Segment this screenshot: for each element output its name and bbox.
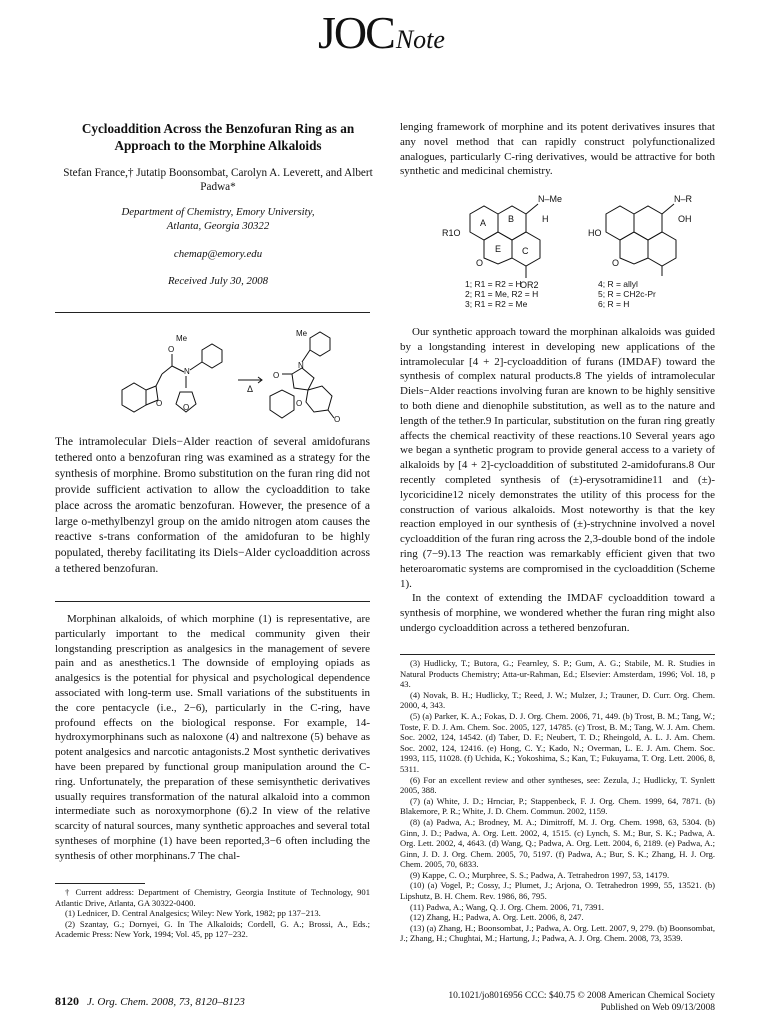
scheme-me-2: Me [296, 330, 308, 338]
ring-c-2 [648, 232, 676, 266]
o-bridge-label-2: O [612, 258, 620, 268]
n-me-label: N–Me [538, 194, 563, 204]
footnote-7: (7) (a) White, J. D.; Hrnciar, P.; Stappenbeck, F. J. Org. Chem. 1999, 64, 7871. (b) Blakemore, P. R.; White, J. D. Chem. Commun. 2002, 1159. [400, 795, 715, 817]
published-line: Published on Web 09/13/2008 [600, 1003, 715, 1013]
ring-e-label: E [495, 244, 502, 254]
benzene-ring [122, 383, 146, 412]
right-top-paragraph: lenging framework of morphine and its potent derivatives insures that any novel method that can rapidly construct polyfunctionalized analogues, particularly C-ring derivatives, would be attractive for both synthetic and medicinal chemistry. [400, 121, 715, 178]
n-r-label: N–R [674, 194, 693, 204]
or2-label: OR2 [520, 280, 539, 290]
product-benzene-ring [270, 390, 294, 418]
page-number: 8120 [55, 994, 79, 1008]
page-footer-left [55, 994, 245, 1009]
abstract-text: The intramolecular Diels−Alder reaction of several amidofurans tethered onto a benzofuran ring was examined as a strategy for the synthesis of morphine. Bromo substitution on the furan ring did not provide sufficient activation to allow the cycloaddition to take place across the aromatic benzofuran. However, the presence of a large o-methylbenzyl group on the amido nitrogen atom causes the reactive s-trans conformation of the amidofuran to be highly populated, thereby facilitating its Diels−Alder cycloaddition across a tethered benzofuran. [55, 435, 370, 576]
amide-bond [172, 366, 184, 372]
scheme-me-1: Me [176, 334, 188, 343]
scheme-o-3: O [183, 403, 190, 412]
right-body-text [400, 325, 715, 636]
affiliation-line-1: Department of Chemistry, Emory University, [121, 206, 315, 218]
abstract-scheme [110, 330, 360, 422]
left-body-paragraph: Morphinan alkaloids, of which morphine (1) is representative, are particularly important to the medical community given their longstanding prescription as analgesics in the management of severe pain and as anesthetics.1 The downside of employing opiads as analgesics is the potential for physical and psychological dependence associated with long-term use. Small variations of the substituents in the core pentacycle (i.e., 2−6), particularly in the C-ring, have profound effects on the biological response. For example, 14-hydroxymorphinans such as naloxone (4) and naltrexone (5) behave as potent analgesics and narcotic antagonists.2 Most synthetic derivatives have been prepared by functional group manipulation around the C-ring. Unfortunately, the preparation of these semisynthetic derivatives usually requires transformation of the natural alkaloid into a common intermediate such as noroxymorphone (6).2 In view of the relative scarcity of natural sources, many synthetic approaches and several total syntheses of morphine (1) have been reported,3−6 often including the synthesis of other morphinans.7 The chal- [55, 613, 370, 862]
journal-citation: J. Org. Chem. 2008, 73, 8120–8123 [87, 996, 245, 1008]
scheme-o-2: O [156, 399, 163, 408]
right-body-paragraph-2: In the context of extending the IMDAF cycloaddition toward a synthesis of morphine, we wondered whether the furan ring might also undergo cycloaddition across a tethered benzofuran. [400, 592, 715, 634]
footnote-4: (4) Novak, B. H.; Hudlicky, T.; Reed, J. W.; Mulzer, J.; Trauner, D. Curr. Org. Chem. 2000, 4, 343. [400, 689, 715, 711]
cyclohexene-ring [306, 386, 332, 412]
abstract-top-rule [55, 312, 370, 313]
footnote-9: (9) Kappe, C. O.; Murphree, S. S.; Padwa, A. Tetrahedron 1997, 53, 14179. [410, 869, 670, 880]
n-bond [526, 204, 538, 214]
right-footnote-rule [400, 654, 715, 655]
legend-2: 2; R1 = Me, R2 = H [465, 289, 539, 299]
o-bridge-label: O [476, 258, 484, 268]
r1o-label: R1O [442, 228, 461, 238]
journal-section-note: Note [395, 25, 445, 54]
article-affiliation [55, 205, 381, 233]
tolyl-ring [202, 344, 222, 368]
ho-label: HO [588, 228, 602, 238]
footnote-5: (5) (a) Parker, K. A.; Fokas, D. J. Org. Chem. 2006, 71, 449. (b) Trost, B. M.; Tang, W.; Toste, F. D. J. Am. Chem. Soc. 2005, 127, 14785. (c) Trost, B. M.; Tang, W. J. Am. Chem. Soc. 2002, 124, 14542. (d) Taber, D. F.; Neubert, T. D.; Rheingold, A. L. J. Am. Chem. Soc. 2002, 124, 12416. (e) Hong, C. Y.; Kado, N.; Overman, L. E. J. Am. Chem. Soc. 1993, 115, 11028. (f) Uchida, K.; Yokoshima, S.; Kan, T.; Fukuyama, T. Org. Lett. 2006, 8, 5311. [400, 710, 715, 774]
right-body-paragraph-1: Our synthetic approach toward the morphinan alkaloids was guided by a longstanding interest in developing new applications of the intramolecular [4 + 2]-cycloaddition of furans (IMDAF) toward the synthesis of complex natural products.8 The yields of intramolecular Diels−Alder reactions involving furan are known to be highly sensitive to both diene and dienophile substitution, as well as to the nature and length of the tether.9 In particular, substitution on the furan ring greatly affects the chemical reactivity of these reactions.10 Several years ago we began a synthetic program to provide general access to a variety of alkaloids by [4 + 2]-cycloaddition of substituted 2-amidofurans.8 Our recently completed synthesis of (±)-erysotramidine11 and (±)-lycoricidine12 nicely demonstrates the utility of this process for the construction of various alkaloids. Most noteworthy is that the key reaction employed in our synthesis of (±)-strychnine involved a novel cycloaddition of the furan ring across the 2,3-double bond of the indole ring (7−9).13 The reaction was remarkably efficient given that two heteroaromatic systems are compromised in the cycloaddition (Scheme 1). [400, 326, 715, 590]
article-authors: Stefan France,† Jutatip Boonsombat, Carolyn A. Leverett, and Albert Padwa* [63, 167, 373, 193]
lactam-ring [292, 368, 314, 390]
legend-4: 4; R = allyl [598, 279, 638, 289]
legend-6: 6; R = H [598, 299, 630, 309]
doi-line: 10.1021/jo8016956 CCC: $40.75 © 2008 American Chemical Society [448, 991, 715, 1001]
article-title: Cycloaddition Across the Benzofuran Ring as an Approach to the Morphine Alkaloids [81, 121, 355, 153]
footnote-6: (6) For an excellent review and other syntheses, see: Zezula, J.; Hudlicky, T. Synlett 2005, 388. [400, 774, 715, 796]
scheme-arrow-label: Δ [247, 384, 254, 394]
carbonyl-bond [162, 366, 172, 374]
benzyl-bond [190, 362, 202, 370]
ring-e-2 [620, 232, 648, 264]
footnote-12: (12) Zhang, H.; Padwa, A. Org. Lett. 2006, 8, 247. [410, 912, 584, 923]
structure-legend-left [465, 279, 538, 309]
left-footnote-rule [55, 883, 145, 884]
right-footnotes [400, 658, 715, 944]
footnote-3: (3) Hudlicky, T.; Butora, G.; Fearnley, S. P.; Gum, A. G.; Stabile, M. R. Studies in Natural Products Chemistry; Atta-ur-Rahman, Ed.; Elsevier: Amsterdam, 1996; Vol. 18, p 43. [400, 658, 715, 690]
affiliation-line-2: Atlanta, Georgia 30322 [166, 220, 270, 232]
scheme-o-5: O [296, 399, 303, 408]
left-body-text [55, 612, 370, 864]
legend-5: 5; R = CH2c-Pr [598, 289, 656, 299]
oh-label: OH [678, 214, 692, 224]
footnote-affiliation: † Current address: Department of Chemistry, Georgia Institute of Technology, 901 Atlantic Drive, Atlanta, GA 30322-0400. [55, 887, 370, 908]
right-top-text [400, 120, 715, 179]
ring-a-label: A [480, 218, 487, 228]
ring-c-label: C [522, 246, 529, 256]
footnote-2: (2) Szantay, G.; Dornyei, G. In The Alkaloids; Cordell, G. A.; Brossi, A., Eds.; Academic Press: New York, 1994; Vol. 45, pp 127−232. [55, 918, 370, 940]
footnote-11: (11) Padwa, A.; Wang, Q. J. Org. Chem. 2006, 71, 7391. [410, 901, 604, 912]
received-date: Received July 30, 2008 [167, 275, 269, 287]
n-bond-2 [662, 204, 674, 214]
left-footnotes [55, 887, 370, 940]
scheme-o-4: O [273, 371, 280, 380]
footnote-10: (10) (a) Vogel, P.; Cossy, J.; Plumet, J.; Arjona, O. Tetrahedron 1999, 55, 13521. (b) Lipshutz, B. H. Chem. Rev. 1986, 86, 795. [400, 880, 715, 902]
structure-legend-right [598, 279, 656, 309]
scheme-o-6: O [334, 415, 341, 422]
footnote-13: (13) (a) Zhang, H.; Boonsombat, J.; Padwa, A. Org. Lett. 2007, 9, 279. (b) Boonsombat, J.; Zhang, H.; Chughtai, M.; Hartung, J.; Padwa, A. J. Org. Chem. 2008, 73, 3539. [400, 922, 715, 944]
author-email: chemap@emory.edu [173, 248, 263, 260]
scheme-n-1: N [184, 367, 190, 376]
legend-3: 3; R1 = R2 = Me [465, 299, 528, 309]
legend-1: 1; R1 = R2 = H [465, 279, 522, 289]
ring-b-label: B [508, 214, 515, 224]
footnote-8: (8) (a) Padwa, A.; Brodney, M. A.; Dimitroff, M. J. Org. Chem. 1998, 63, 5304. (b) Ginn, J. D.; Padwa, A. Org. Lett. 2002, 4, 1515. (c) Lynch, S. M.; Bur, S. K.; Padwa, A. Org. Lett. 2002, 4, 4643. (d) Wang, Q.; Padwa, A. Org. Lett. 2004, 6, 2189. (e) Padwa, A.; Ginn, J. D. J. Org. Chem. 2005, 70, 5197. (f) Padwa, A.; Bur, S. K.; Zhang, H. J. Org. Chem. 2005, 70, 6833. [400, 816, 715, 870]
tether-bond [156, 374, 162, 386]
journal-logo-joc: JOC [318, 7, 394, 58]
footnote-1: (1) Lednicer, D. Central Analgesics; Wiley: New York, 1982; pp 137−213. [65, 908, 321, 919]
product-tolyl-ring [310, 332, 330, 356]
scheme-o-1: O [168, 345, 175, 354]
scheme-n-2: N [298, 361, 304, 370]
abstract-bottom-rule [55, 601, 370, 602]
h-label: H [542, 214, 549, 224]
journal-logo [318, 6, 445, 59]
page-footer-right [400, 990, 715, 1014]
